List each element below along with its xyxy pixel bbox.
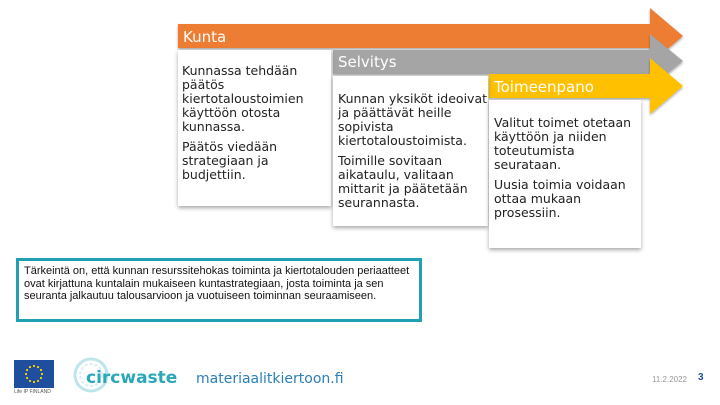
eu-flag-icon [14,360,54,388]
toimeenpano-text: Valitut toimet otetaan käyttöön ja niiden toteutumista seurataan. Uusia toimia voidaan ottaa mukaan prosessiin. [494,115,632,220]
kunta-text: Kunnassa tehdään päätös kiertotaloustoimien käyttöön otosta kunnassa. Päätös viedään strategiaan ja budjettiin. [182,63,304,182]
eu-star-icon [40,369,42,371]
eu-star-icon [29,380,31,382]
eu-star-icon [29,366,31,368]
slide-date: 11.2.2022 [652,375,687,384]
eu-logo [14,360,54,388]
slide-number: 3 [698,372,704,383]
toimeenpano-title: Toimeenpano [494,78,594,96]
summary-note: Tärkeintä on, että kunnan resurssitehokas toiminta ja kiertotalouden periaatteet ovat kirjattuna kuntalain mukaiseen kuntastrategiaan, josta toiminta ja sen seuranta jalkautuu talousarvioon ja vuotuiseen toiminnan seuraamiseen. [16,258,422,322]
circwaste-wordmark: circwaste [86,368,178,388]
eu-star-icon [41,373,43,375]
eu-star-icon [40,377,42,379]
selvitys-title: Selvitys [338,53,397,71]
kunta-title: Kunta [183,28,227,46]
eu-star-icon [25,373,27,375]
eu-star-icon [26,369,28,371]
eu-star-icon [33,365,35,367]
eu-star-icon [26,377,28,379]
eu-star-icon [37,366,39,368]
site-link[interactable]: materiaalitkiertoon.fi [196,371,344,387]
eu-star-icon [33,381,35,383]
selvitys-text: Kunnan yksiköt ideoivat ja päättävät heille sopivista kiertotaloustoimista. Toimille sovitaan aikataulu, valitaan mittarit ja päätetään seurannasta. [338,91,488,210]
eu-caption: Life IP FINLAND [14,389,51,395]
eu-star-icon [37,380,39,382]
